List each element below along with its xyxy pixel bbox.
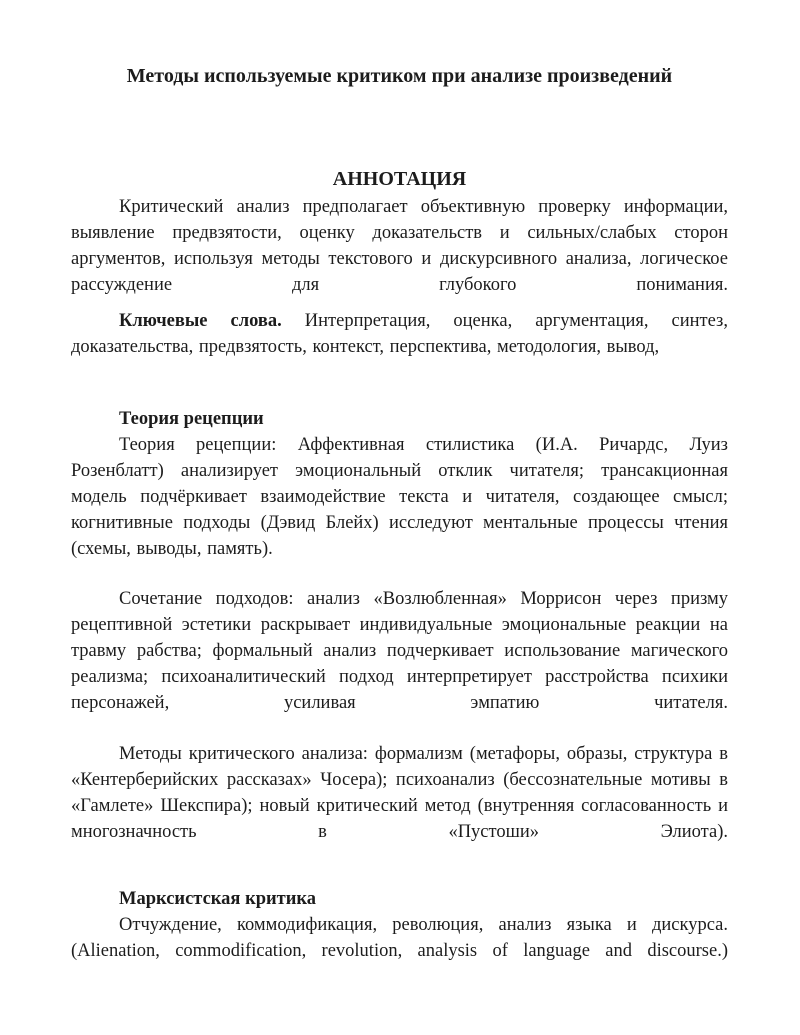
annotation-heading: АННОТАЦИЯ [332, 168, 467, 190]
approach-combination-paragraph: Сочетание подходов: анализ «Возлюбленная» Моррисон через призму рецептивной эстетики раскрывает индивидуальные эмоциональные реакции на травму рабства; формальный анализ подчеркивает использование магического реализма; психоаналитический подход интерпретирует расстройства психики персонажей, усиливая эмпатию читателя. [71, 589, 728, 713]
reception-theory-paragraph: Теория рецепции: Аффективная стилистика (И.А. Ричардс, Луиз Розенблатт) анализирует эмоциональный отклик читателя; трансакционная модель подчёркивает взаимодействие текста и читателя, создающее смысл; когнитивные подходы (Дэвид Блейх) исследуют ментальные процессы чтения (схемы, выводы, память). [71, 435, 728, 559]
section-heading-marxist-criticism: Марксистская критика [119, 889, 317, 909]
critical-analysis-methods-paragraph: Методы критического анализа: формализм (метафоры, образы, структура в «Кентерберийских рассказах» Чосера); психоанализ (бессознательные мотивы в «Гамлете» Шекспира); новый критический метод (внутренняя согласованность и многозначность в «Пустоши» Элиота). [71, 744, 728, 842]
marxist-criticism-paragraph: Отчуждение, коммодификация, революция, анализ языка и дискурса. (Alienation, commodification, revolution, analysis of language and discourse.) [71, 915, 728, 961]
document-title: Методы используемые критиком при анализе произведений [126, 65, 673, 87]
section-heading-reception-theory: Теория рецепции [119, 409, 264, 429]
keywords-paragraph [71, 308, 728, 360]
keywords-label: Ключевые слова. [119, 311, 282, 331]
keywords-text: Интерпретация, оценка, аргументация, синтез, доказательства, предвзятость, контекст, перспектива, методология, вывод, [71, 311, 728, 357]
annotation-paragraph: Критический анализ предполагает объективную проверку информации, выявление предвзятости, оценку доказательств и сильных/слабых сторон аргументов, используя методы текстового и дискурсивного анализа, логическое рассуждение для глубокого понимания. [71, 197, 728, 295]
